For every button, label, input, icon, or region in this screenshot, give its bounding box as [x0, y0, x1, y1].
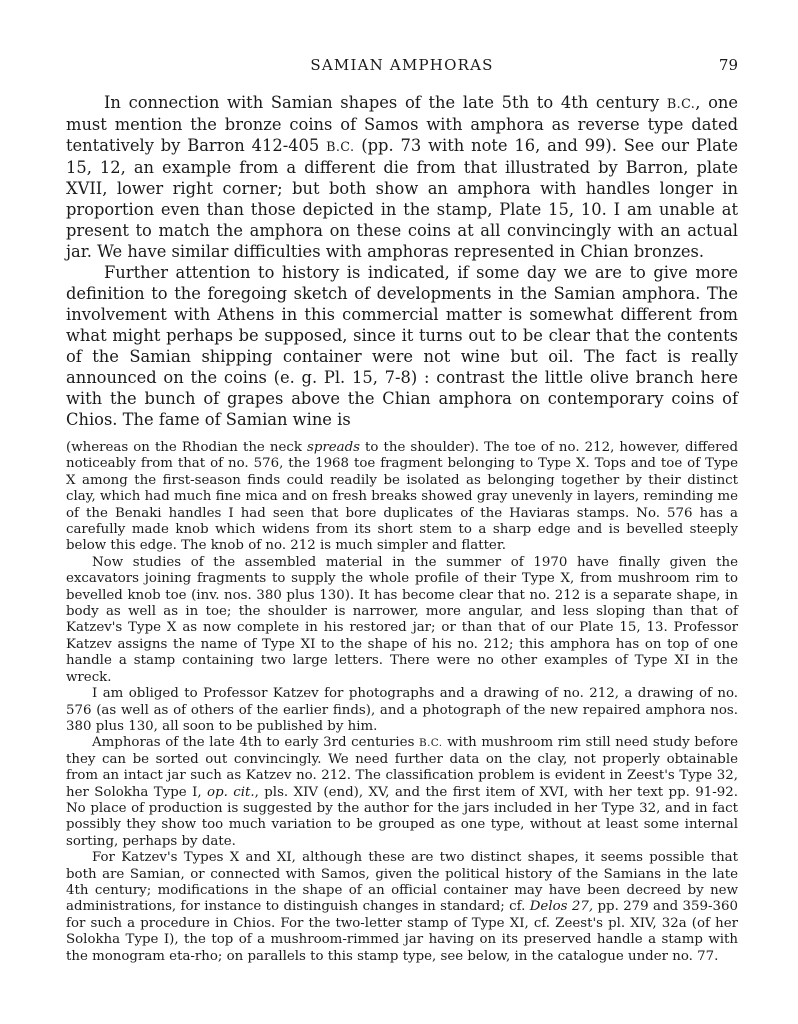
running-title: SAMIAN AMPHORAS [310, 56, 494, 74]
footnote-paragraph [66, 440, 738, 555]
footnote-paragraph [66, 686, 738, 735]
text-run: (whereas on the Rhodian the neck [66, 440, 307, 455]
text-run: , pls. XIV (end), XV, and the first item of XVI, with her text pp. 91-92. No place of production is suggested by the author for the jars included in her Type 32, and in fact possibly they show too much variation to be grouped as one type, without at least some internal sorting, perhaps by date. [66, 784, 738, 849]
text-run: Now studies of the assembled material in the summer of 1970 have finally given the excavators joining fragments to supply the whole profile of their Type X, from mushroom rim to bevelled knob toe (inv. nos. 380 plus 130). It has become clear that no. 212 is a separate shape, in body as well as in toe; the shoulder is narrower, more angular, and less sloping than that of Katzev's Type X as now complete in his restored jar; or than that of our Plate 15, 13. Professor Katzev assigns the name of Type XI to the shape of his no. 212; this amphora has on top of one handle a stamp containing two large letters. There were no other examples of Type XI in the wreck. [66, 554, 738, 685]
footnote-paragraph [66, 850, 738, 965]
body-paragraph [66, 262, 738, 430]
text-run: to the shoulder). The toe of no. 212, however, differed noticeably from that of no. 576, the 1968 toe fragment belonging to Type X. Tops and toe of Type X among the first-season finds could readily be isolated as belonging together by their distinct clay, which had much fine mica and on fresh breaks showed gray unevenly in layers, reminding me of the Benaki handles I had seen that bore duplicates of the Haviaras stamps. No. 576 has a carefully made knob which widens from its short stem to a sharp edge and is bevelled steeply below this edge. The knob of no. 212 is much simpler and flatter. [66, 440, 738, 554]
page [66, 56, 738, 965]
italic-term: op. cit. [207, 784, 255, 800]
running-head [66, 56, 738, 82]
text-run: Further attention to history is indicated, if some day we are to give more definition to the foregoing sketch of developments in the Samian amphora. The involvement with Athens in this commercial matter is somewhat different from what might perhaps be supposed, since it turns out to be clear that the contents of the Samian shipping container were not wine but oil. The fact is really announced on the coins (e. g. Pl. 15, 7-8) : contrast the little olive branch here with the bunch of grapes above the Chian amphora on contemporary coins of Chios. The fame of Samian wine is [66, 263, 738, 429]
text-run: In connection with Samian shapes of the late 5th to 4th century [104, 93, 667, 112]
era-abbreviation: B.C. [666, 96, 696, 111]
main-text [66, 92, 738, 430]
italic-term: Delos 27, [529, 899, 594, 915]
footnote-paragraph [66, 555, 738, 686]
text-run: with mushroom rim still need study before they can be sorted out convincingly. We need further data on the clay, not properly obtainable from an intact jar such as Katzev no. 212. The classification problem is evident in Zeest's Type 32, her Solokha Type I, [66, 735, 739, 800]
footnote-block [66, 440, 738, 965]
text-run: Amphoras of the late 4th to early 3rd centuries [92, 735, 420, 751]
era-abbreviation: B.C. [326, 139, 355, 154]
text-run: (pp. 73 with note 16, and 99). See our Plate 15, 12, an example from a different die from that illustrated by Barron, plate XVII, lower right corner; but both show an amphora with handles longer in proportion even than those depicted in the stamp, Plate 15, 10. I am unable at present to match the amphora on these coins at all convincingly with an actual jar. We have similar difficulties with amphoras represented in Chian bronzes. [66, 136, 738, 261]
text-run: , one must mention the bronze coins of Samos with amphora as reverse type dated tentatively by Barron 412-405 [66, 93, 738, 155]
body-paragraph [66, 92, 738, 262]
text-run: I am obliged to Professor Katzev for photographs and a drawing of no. 212, a drawing of no. 576 (as well as of others of the earlier finds), and a photograph of the new repaired amphora nos. 380 plus 130, all soon to be published by him. [66, 686, 738, 734]
text-run: pp. 279 and 359-360 for such a procedure in Chios. For the two-letter stamp of Type XI, cf. Zeest's pl. XIV, 32a (of her Solokha Type I), the top of a mushroom-rimmed jar having on its preserved handle a stamp with the monogram eta-rho; on parallels to this stamp type, see below, in the catalogue under no. 77. [66, 899, 738, 964]
text-run: For Katzev's Types X and XI, although these are two distinct shapes, it seems possible that both are Samian, or connected with Samos, given the political history of the Samians in the late 4th century; modifications in the shape of an official container may have been decreed by new administrations, for instance to distinguish changes in standard; cf. [66, 850, 738, 915]
italic-term: spreads [306, 440, 360, 455]
era-abbreviation: B.C. [419, 737, 443, 750]
page-number: 79 [718, 56, 738, 74]
footnote-paragraph [66, 735, 738, 850]
